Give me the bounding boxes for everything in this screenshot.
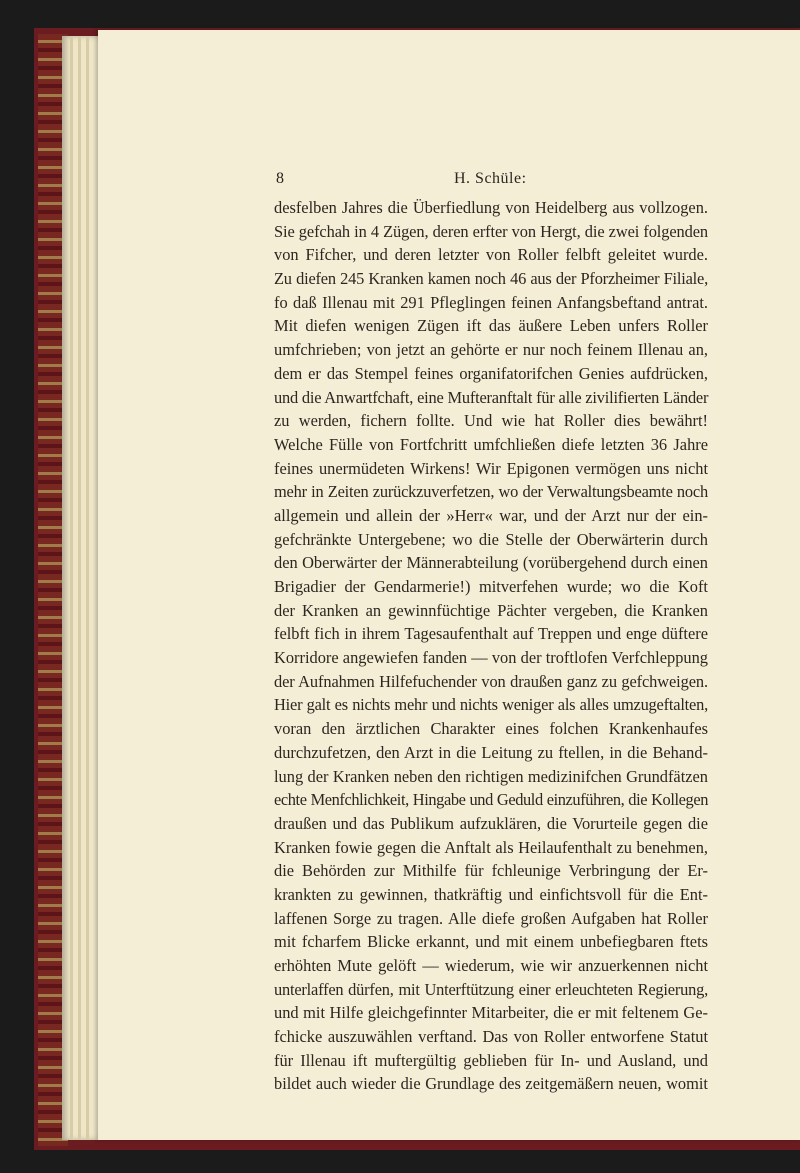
text-line: mit fcharfem Blicke erkannt, und mit einem unbefiegbaren ftets [274,932,708,952]
text-line: durchzufetzen, den Arzt in die Leitung zu ftellen, in die Behand- [274,742,708,762]
text-line: echte Menfchlichkeit, Hingabe und Geduld einzuführen, die Kollegen [274,790,708,810]
text-line: den Oberwärter der Männerabteilung (vorübergehend durch einen [274,553,708,573]
text-line: Sie gefchah in 4 Zügen, deren erfter von Hergt, die zwei folgenden [274,221,708,241]
text-line: lung der Kranken neben den richtigen medizinifchen Grundfätzen [274,766,708,786]
text-line: für Illenau ift muftergültig geblieben für In- und Ausland, und [274,1050,708,1070]
running-head: H. Schüle: [454,170,527,187]
text-line: feines unermüdeten Wirkens! Wir Epigonen vermögen uns nicht [274,458,708,478]
page-edge [78,36,81,1140]
text-line: Korridore angewiefen fanden — von der troftlofen Verfchleppung [274,648,708,668]
text-line: gefchränkte Untergebene; wo die Stelle der Oberwärterin durch [274,529,708,549]
page-edge [70,36,73,1140]
text-line: Kranken fowie gegen die Anftalt als Heilaufenthalt zu benehmen, [274,837,708,857]
text-line: erhöhten Mute gelöft — wiederum, wie wir anzuerkennen nicht [274,956,708,975]
text-line: voran den ärztlichen Charakter eines folchen Krankenhaufes [274,719,708,739]
text-line: umfchrieben; von jetzt an gehörte er nur noch feinem Illenau an, [274,340,708,360]
text-line: Hier galt es nichts mehr und nichts weniger als alles umzugeftalten, [274,695,708,715]
text-line: und die Anwartfchaft, eine Mufteranftalt für alle zivilifierten Länder [274,387,709,407]
body-text [274,196,708,1096]
text-line: desfelben Jahres die Überfiedlung von Heidelberg aus vollzogen. [274,198,708,217]
page-edge [86,36,89,1140]
text-line: felbft fich in ihrem Tagesaufenthalt auf Treppen und enge düftere [274,624,708,644]
text-line: der Kranken an gewinnfüchtige Pächter vergeben, die Kranken [274,600,708,620]
text-line: und mit Hilfe gleichgefinnter Mitarbeiter, die er mit feltenem Ge- [274,1003,708,1023]
text-line: draußen und das Publikum aufzuklären, die Vorurteile gegen die [274,813,708,833]
text-line: Brigadier der Gendarmerie!) mitverfehen wurde; wo die Koft [274,577,708,596]
text-line: fchicke auszuwählen verftand. Das von Roller entworfene Statut [274,1027,708,1047]
text-line: die Behörden zur Mithilfe für fchleunige Verbringung der Er- [274,861,708,881]
page-header [276,170,734,190]
text-line: dem er das Stempel feines organifatorifchen Genies aufdrücken, [274,363,708,383]
text-line: allgemein und allein der »Herr« war, und der Arzt nur der ein- [274,505,708,525]
page-number: 8 [276,170,284,187]
text-line: von Fifcher, und deren letzter von Roller felbft geleitet wurde. [274,245,708,265]
text-line: krankten zu gewinnen, thatkräftig und einfichtsvoll für die Ent- [274,884,708,904]
text-line: bildet auch wieder die Grundlage des zeitgemäßern neuen, womit [274,1074,708,1094]
text-line: Mit diefen wenigen Zügen ift das äußere Leben unfers Roller [274,316,708,336]
text-line: laffenen Sorge zu tragen. Alle diefe großen Aufgaben hat Roller [274,908,708,928]
text-line: zu werden, fichern follte. Und wie hat Roller dies bewährt! [274,411,708,431]
text-line: Zu diefen 245 Kranken kamen noch 46 aus der Pforzheimer Filiale, [274,269,708,289]
text-line: fo daß Illenau mit 291 Pfleglingen feinen Anfangsbeftand antrat. [274,292,708,312]
text-line: unterlaffen dürfen, mit Unterftützung einer erleuchteten Regierung, [274,979,708,999]
text-line: der Aufnahmen Hilfefuchender von draußen ganz zu gefchweigen. [274,671,708,691]
text-line: Welche Fülle von Fortfchritt umfchließen diefe letzten 36 Jahre [274,434,708,454]
text-line: mehr in Zeiten zurückzuverfetzen, wo der Verwaltungsbeamte noch [274,482,708,502]
